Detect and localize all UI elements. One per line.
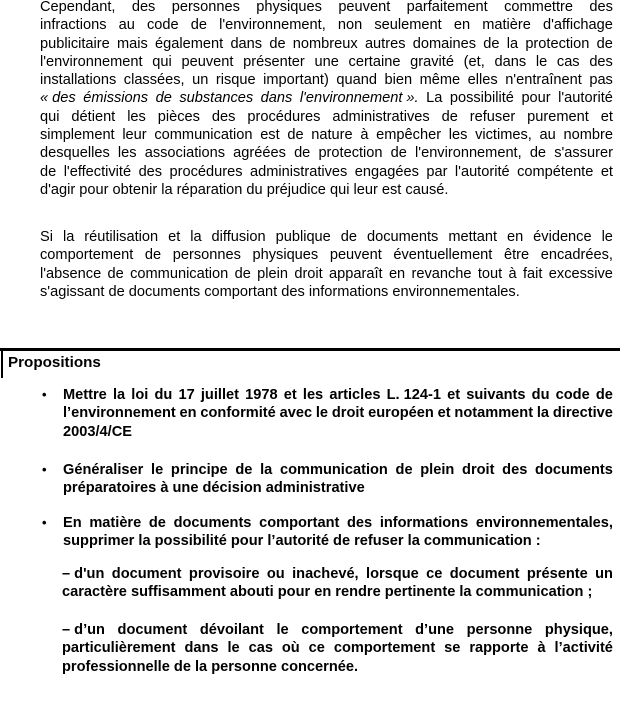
paragraph-1 (40, 0, 613, 199)
text-line: installations classées, un risque important) quand bien même elles n'entraînent pas (40, 72, 613, 89)
text-line: caractère suffisamment abouti pour en rendre pertinente la communication ; (62, 584, 593, 601)
propositions-heading: Propositions (8, 354, 101, 371)
text-line: – d’un document dévoilant le comportement d’une personne physique, (62, 622, 613, 638)
text-line: supprimer la possibilité pour l’autorité de refuser la communication : (63, 533, 541, 550)
text-line: l'environnement qui peuvent présenter une certaine gravité (et, dans le cas des (40, 53, 613, 70)
bullet-text-2 (63, 461, 613, 498)
bullet-item-3 (40, 514, 613, 551)
text-line: l'absence de communication de plein droit apparaît en revanche tout à fait excessive (40, 265, 613, 282)
bullet-marker-icon: • (42, 387, 47, 402)
text-line: – d'un document provisoire ou inachevé, lorsque ce document présente un (62, 566, 613, 582)
bullet-text-3 (63, 514, 613, 551)
paragraph-2 (40, 228, 613, 301)
text-line: s'agissant de documents comportant des informations environnementales. (40, 283, 520, 300)
text-line: l’environnement en conformité avec le droit européen et notamment la directive (63, 405, 613, 422)
text-line: préparatoires à une décision administrative (63, 480, 365, 497)
text-line: infractions au code de l'environnement, non seulement en matière d'affichage (40, 17, 613, 34)
bullet-marker-icon: • (42, 515, 47, 530)
text-line: particulièrement dans le cas où ce comportement se rapporte à l’activité (62, 640, 613, 657)
text-line: 2003/4/CE (63, 423, 132, 440)
bullet-text-1 (63, 386, 613, 441)
text-line: comportement de personnes physiques peuvent éventuellement être encadrées, (40, 247, 613, 264)
bullet-item-2 (40, 461, 613, 498)
text-line: Cependant, des personnes physiques peuvent parfaitement commettre des (40, 0, 613, 15)
text-line: « des émissions de substances dans l'environnement ». La possibilité pour l'autorité (40, 90, 613, 107)
dash-sub-item-1 (62, 565, 613, 602)
propositions-top-border (0, 348, 620, 351)
text-line: Généraliser le principe de la communication de plein droit des documents (63, 462, 613, 478)
bullet-item-1 (40, 386, 613, 441)
text-line: publicitaire mais également dans de nombreux autres domaines de la protection de (40, 35, 613, 52)
dash-sub-item-2 (62, 621, 613, 676)
text-line: desquelles les associations agréées de protection de l'environnement, de s'assurer (40, 145, 613, 162)
text-line: d'agir pour obtenir la réparation du préjudice qui leur est causé. (40, 181, 449, 198)
propositions-left-border (1, 348, 3, 378)
text-line: qui détient les pièces des procédures administratives de refuser purement et (40, 108, 613, 125)
text-line: Mettre la loi du 17 juillet 1978 et les articles L. 124-1 et suivants du code de (63, 387, 613, 403)
text-line: En matière de documents comportant des informations environnementales, (63, 515, 613, 531)
text-line: simplement leur communication est de nature à empêcher les victimes, au nombre (40, 127, 613, 144)
text-line: Si la réutilisation et la diffusion publique de documents mettant en évidence le (40, 229, 613, 245)
bullet-marker-icon: • (42, 462, 47, 477)
text-line: de l'effectivité des procédures administratives engagées par l'autorité compétente et (40, 163, 613, 180)
text-line: professionnelle de la personne concernée. (62, 658, 359, 675)
